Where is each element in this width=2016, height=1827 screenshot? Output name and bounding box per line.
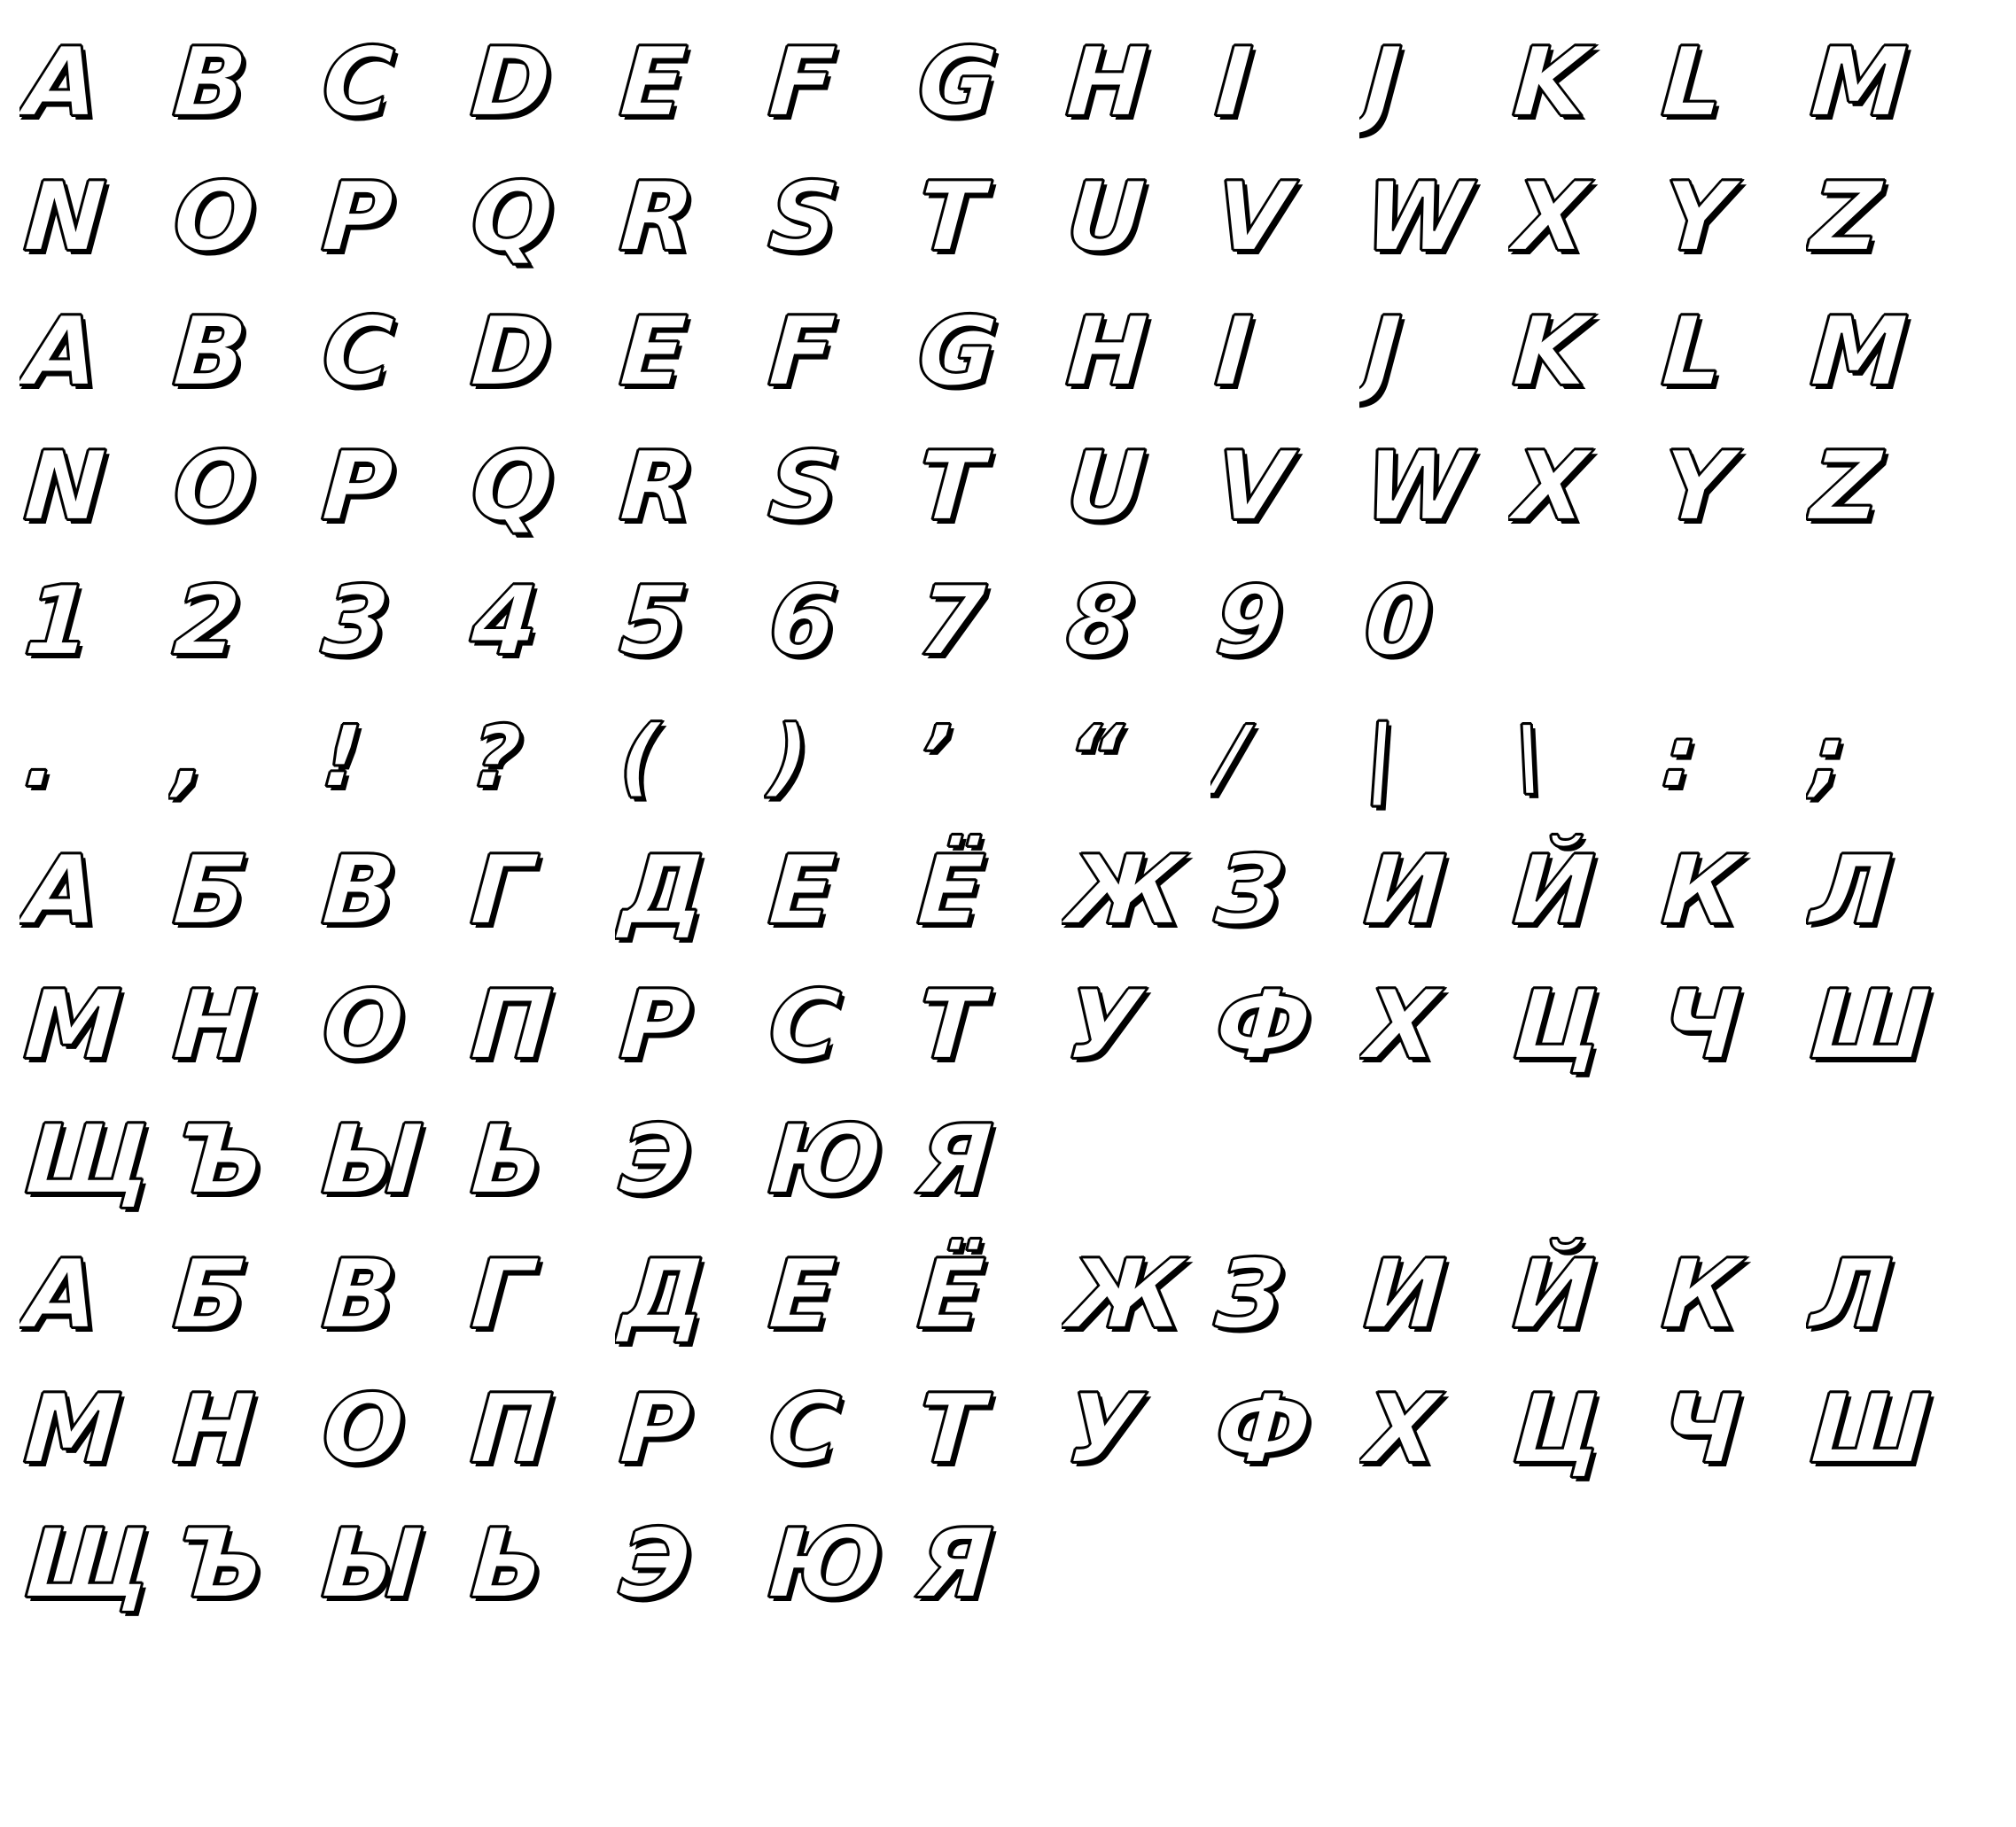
glyph-cell: [1359, 665, 1508, 824]
glyph-row-uppercase-latin-1: [19, 16, 1997, 151]
glyph: И: [1360, 836, 1449, 946]
glyph: Q: [467, 431, 557, 542]
glyph: Е: [765, 1240, 839, 1350]
glyph: R: [616, 431, 698, 542]
glyph-cell: [1062, 665, 1210, 824]
glyph-cell: [615, 151, 764, 285]
glyph: Г: [467, 1240, 537, 1350]
glyph-cell: [1806, 959, 1955, 1093]
glyph-cell: [1062, 959, 1210, 1093]
glyph: D: [467, 297, 556, 408]
glyph-cell: [317, 959, 466, 1093]
glyph-cell: [466, 285, 615, 420]
glyph: “: [1063, 707, 1125, 806]
glyph: M: [1807, 27, 1911, 138]
glyph: 5: [616, 566, 691, 677]
glyph-cell: [168, 151, 317, 285]
glyph: Ф: [1211, 1374, 1315, 1485]
glyph-cell: [19, 420, 168, 555]
glyph-cell: [1359, 1363, 1508, 1497]
glyph-cell: [764, 16, 913, 151]
glyph: D: [467, 27, 556, 138]
glyph-cell: [1806, 1228, 1955, 1363]
glyph-cell: [1657, 1363, 1806, 1497]
glyph: В: [318, 1240, 400, 1350]
glyph: Т: [914, 1374, 988, 1485]
glyph: Ш: [1807, 1374, 1934, 1485]
glyph: Э: [616, 1509, 695, 1620]
glyph: О: [318, 1374, 409, 1485]
glyph-cell: [1359, 285, 1508, 420]
glyph: G: [914, 27, 1001, 138]
glyph-cell: [168, 1093, 317, 1228]
glyph: К: [1658, 1240, 1745, 1350]
glyph: J: [1360, 27, 1405, 138]
glyph: Н: [169, 1374, 258, 1485]
glyph-cell: [1359, 16, 1508, 151]
glyph: Г: [467, 836, 537, 946]
glyph-cell: [19, 959, 168, 1093]
glyph: Д: [616, 836, 710, 946]
glyph-cell: [615, 1497, 764, 1632]
glyph: П: [467, 970, 556, 1081]
glyph: С: [765, 970, 844, 1081]
glyph: Ц: [1509, 1374, 1607, 1485]
glyph-cell: [764, 1093, 913, 1228]
glyph-cell: [1359, 151, 1508, 285]
glyph-row-smallcaps-cyrillic-3: [19, 1497, 1997, 1632]
glyph: Ъ: [169, 1105, 268, 1216]
glyph: /: [1212, 707, 1250, 806]
glyph-cell-empty: [1806, 1093, 1955, 1228]
glyph: Ь: [467, 1509, 549, 1620]
glyph: C: [318, 297, 397, 408]
glyph-cell: [19, 824, 168, 959]
glyph: Ё: [914, 836, 988, 946]
glyph: Л: [1807, 1240, 1895, 1350]
glyph-cell: [1359, 1228, 1508, 1363]
glyph-cell: [1210, 1228, 1359, 1363]
glyph-cell: [1210, 665, 1359, 824]
glyph-cell: [1062, 16, 1210, 151]
glyph-cell: [1657, 959, 1806, 1093]
glyph-cell: [466, 151, 615, 285]
glyph-cell: [1359, 420, 1508, 555]
glyph-cell: [615, 824, 764, 959]
glyph: Н: [169, 970, 258, 1081]
glyph: !: [319, 707, 365, 806]
glyph: K: [1509, 297, 1592, 408]
glyph: Р: [616, 1374, 695, 1485]
glyph: Э: [616, 1105, 695, 1216]
glyph: S: [765, 162, 843, 273]
glyph: B: [169, 27, 251, 138]
glyph: T: [914, 431, 988, 542]
glyph: 0: [1360, 566, 1436, 677]
glyph-row-smallcaps-cyrillic-2: [19, 1363, 1997, 1497]
glyph: N: [20, 431, 109, 542]
glyph: Ы: [318, 1105, 426, 1216]
glyph: G: [914, 297, 1001, 408]
glyph-cell-empty: [1359, 1093, 1508, 1228]
glyph-cell: [466, 959, 615, 1093]
glyph: 3: [318, 566, 393, 677]
glyph: 2: [169, 566, 245, 677]
glyph-cell: [1062, 1228, 1210, 1363]
glyph: V: [1211, 162, 1294, 273]
glyph: I: [1211, 297, 1256, 408]
glyph-row-uppercase-cyrillic-3: [19, 1093, 1997, 1228]
glyph-cell-empty: [1657, 1093, 1806, 1228]
glyph-cell: [764, 1497, 913, 1632]
glyph: J: [1360, 297, 1405, 408]
glyph: ,: [170, 707, 210, 806]
glyph: ?: [468, 707, 525, 806]
glyph: М: [20, 1374, 124, 1485]
glyph-cell: [1806, 1363, 1955, 1497]
glyph-cell: [1806, 285, 1955, 420]
glyph-row-uppercase-latin-2: [19, 151, 1997, 285]
glyph-cell: [168, 665, 317, 824]
glyph: Ё: [914, 1240, 988, 1350]
glyph-cell: [19, 665, 168, 824]
glyph: С: [765, 1374, 844, 1485]
glyph: O: [169, 162, 260, 273]
glyph: Я: [914, 1105, 996, 1216]
glyph: 8: [1062, 566, 1138, 677]
glyph: Ц: [1509, 970, 1607, 1081]
glyph-cell: [168, 285, 317, 420]
glyph-cell-empty: [1062, 1497, 1210, 1632]
glyph-cell: [764, 665, 913, 824]
glyph: P: [318, 431, 397, 542]
glyph-cell: [317, 665, 466, 824]
glyph: 7: [914, 566, 989, 677]
glyph-cell: [1508, 285, 1657, 420]
glyph: Р: [616, 970, 695, 1081]
glyph-cell: [317, 1228, 466, 1363]
glyph: C: [318, 27, 397, 138]
glyph-cell: [317, 1497, 466, 1632]
glyph: Х: [1360, 1374, 1443, 1485]
glyph-cell: [1657, 1228, 1806, 1363]
glyph-cell: [1806, 665, 1955, 824]
glyph: :: [1659, 707, 1701, 806]
glyph-cell: [764, 1228, 913, 1363]
glyph-cell: [1508, 824, 1657, 959]
glyph-cell: [1210, 824, 1359, 959]
glyph-cell: [764, 285, 913, 420]
glyph-cell: [1657, 420, 1806, 555]
glyph-cell: [1210, 16, 1359, 151]
glyph-cell-empty: [1508, 1497, 1657, 1632]
glyph-cell: [168, 1228, 317, 1363]
glyph-cell: [317, 285, 466, 420]
glyph: З: [1211, 836, 1288, 946]
glyph: U: [1062, 162, 1149, 273]
glyph-cell: [466, 420, 615, 555]
glyph: B: [169, 297, 251, 408]
glyph-cell: [1508, 959, 1657, 1093]
glyph-cell: [764, 420, 913, 555]
glyph-cell: [615, 16, 764, 151]
glyph: Y: [1658, 431, 1736, 542]
glyph: Q: [467, 162, 557, 273]
glyph-cell: [317, 1363, 466, 1497]
glyph-cell: [1210, 420, 1359, 555]
glyph: Х: [1360, 970, 1443, 1081]
glyph: A: [20, 297, 103, 408]
glyph: Й: [1509, 1240, 1598, 1350]
glyph-cell: [1359, 824, 1508, 959]
glyph: ): [766, 707, 812, 806]
glyph: L: [1658, 27, 1728, 138]
glyph-cell: [913, 1363, 1062, 1497]
glyph: Б: [169, 1240, 251, 1350]
glyph-cell-empty: [1210, 1497, 1359, 1632]
glyph-row-uppercase-cyrillic-1: [19, 824, 1997, 959]
glyph: Б: [169, 836, 251, 946]
glyph: З: [1211, 1240, 1288, 1350]
glyph: S: [765, 431, 843, 542]
glyph-cell: [615, 1228, 764, 1363]
glyph: P: [318, 162, 397, 273]
glyph-cell: [317, 16, 466, 151]
glyph-cell: [1508, 1228, 1657, 1363]
glyph: А: [20, 836, 103, 946]
glyph-cell: [1210, 151, 1359, 285]
glyph: К: [1658, 836, 1745, 946]
glyph: Ч: [1658, 970, 1744, 1081]
glyph: Й: [1509, 836, 1598, 946]
glyph: N: [20, 162, 109, 273]
glyph-cell-empty: [1657, 1497, 1806, 1632]
glyph: Ъ: [169, 1509, 268, 1620]
glyph-cell: [764, 151, 913, 285]
glyph: П: [467, 1374, 556, 1485]
glyph-cell: [1508, 665, 1657, 824]
glyph-cell: [913, 420, 1062, 555]
glyph: Л: [1807, 836, 1895, 946]
glyph-cell: [1508, 16, 1657, 151]
glyph: ;: [1808, 707, 1849, 806]
glyph: Ч: [1658, 1374, 1744, 1485]
glyph-cell: [1657, 16, 1806, 151]
glyph: Ь: [467, 1105, 549, 1216]
glyph-cell: [913, 285, 1062, 420]
glyph: 6: [765, 566, 840, 677]
glyph: X: [1509, 431, 1592, 542]
glyph-cell: [466, 16, 615, 151]
glyph: M: [1807, 297, 1911, 408]
glyph: R: [616, 162, 698, 273]
glyph: F: [765, 297, 839, 408]
glyph-cell: [317, 420, 466, 555]
glyph-cell: [19, 1363, 168, 1497]
glyph-row-smallcaps-latin-2: [19, 420, 1997, 555]
glyph-cell: [168, 1497, 317, 1632]
glyph-cell: [764, 1363, 913, 1497]
glyph-cell: [19, 151, 168, 285]
glyph-cell: [913, 1093, 1062, 1228]
glyph-cell: [615, 420, 764, 555]
glyph-cell: [1657, 151, 1806, 285]
glyph-cell: [1657, 665, 1806, 824]
glyph: O: [169, 431, 260, 542]
glyph-cell: [19, 1497, 168, 1632]
glyph-cell: [317, 1093, 466, 1228]
glyph-cell: [1210, 285, 1359, 420]
glyph-cell: [764, 824, 913, 959]
glyph: V: [1211, 431, 1294, 542]
glyph-cell: [466, 1497, 615, 1632]
glyph-cell: [1210, 1363, 1359, 1497]
glyph-cell: [913, 1497, 1062, 1632]
glyph-cell: [913, 959, 1062, 1093]
glyph-cell: [19, 285, 168, 420]
glyph: E: [616, 27, 690, 138]
glyph-cell: [1508, 420, 1657, 555]
glyph-row-uppercase-cyrillic-2: [19, 959, 1997, 1093]
glyph-cell-empty: [1210, 1093, 1359, 1228]
glyph: У: [1062, 1374, 1145, 1485]
glyph: О: [318, 970, 409, 1081]
glyph-cell: [615, 285, 764, 420]
glyph: .: [21, 707, 61, 806]
glyph-cell: [615, 959, 764, 1093]
glyph-cell: [1508, 151, 1657, 285]
glyph-cell: [1062, 824, 1210, 959]
glyph: L: [1658, 297, 1728, 408]
glyph-row-smallcaps-cyrillic-1: [19, 1228, 1997, 1363]
glyph: 4: [467, 566, 542, 677]
glyph-cell: [1806, 16, 1955, 151]
glyph: И: [1360, 1240, 1449, 1350]
glyph-cell: [317, 151, 466, 285]
glyph: Я: [914, 1509, 996, 1620]
glyph-cell: [1062, 285, 1210, 420]
glyph: В: [318, 836, 400, 946]
glyph-cell: [168, 16, 317, 151]
glyph: ’: [915, 707, 954, 806]
glyph-cell: [466, 1228, 615, 1363]
glyph: М: [20, 970, 124, 1081]
glyph: T: [914, 162, 988, 273]
glyph: У: [1062, 970, 1145, 1081]
glyph-cell: [168, 420, 317, 555]
glyph: Z: [1807, 162, 1885, 273]
glyph-cell: [1062, 1363, 1210, 1497]
glyph: (: [617, 707, 663, 806]
glyph: I: [1211, 27, 1256, 138]
glyph-cell-empty: [1062, 1093, 1210, 1228]
glyph: Щ: [20, 1105, 156, 1216]
glyph-row-punctuation: [19, 689, 1997, 824]
glyph-cell: [615, 665, 764, 824]
glyph-cell: [913, 1228, 1062, 1363]
glyph-cell: [615, 1363, 764, 1497]
glyph-cell: [466, 824, 615, 959]
glyph: Ы: [318, 1509, 426, 1620]
glyph-cell: [1359, 959, 1508, 1093]
glyph: Щ: [20, 1509, 156, 1620]
glyph: А: [20, 1240, 103, 1350]
glyph-cell: [764, 959, 913, 1093]
glyph: Д: [616, 1240, 710, 1350]
glyph-cell: [168, 824, 317, 959]
glyph: Z: [1807, 431, 1885, 542]
glyph-cell: [168, 959, 317, 1093]
glyph-cell: [466, 1363, 615, 1497]
glyph: Ш: [1807, 970, 1934, 1081]
glyph-cell: [1062, 151, 1210, 285]
glyph: Ф: [1211, 970, 1315, 1081]
glyph-cell: [913, 16, 1062, 151]
glyph: W: [1360, 431, 1475, 542]
glyph-cell: [1657, 824, 1806, 959]
glyph-cell: [466, 1093, 615, 1228]
glyph-cell: [466, 665, 615, 824]
glyph: U: [1062, 431, 1149, 542]
glyph: Е: [765, 836, 839, 946]
glyph-cell: [1210, 959, 1359, 1093]
glyph-row-smallcaps-latin-1: [19, 285, 1997, 420]
glyph: 1: [20, 566, 96, 677]
glyph-cell: [1508, 1363, 1657, 1497]
glyph-cell-empty: [1806, 1497, 1955, 1632]
glyph-cell: [168, 1363, 317, 1497]
glyph-cell: [1806, 420, 1955, 555]
glyph-cell: [317, 824, 466, 959]
glyph: A: [20, 27, 103, 138]
glyph: \: [1510, 707, 1548, 806]
glyph: Ж: [1062, 1240, 1188, 1350]
glyph: 9: [1211, 566, 1287, 677]
glyph-cell-empty: [1508, 1093, 1657, 1228]
glyph-cell: [19, 1228, 168, 1363]
glyph: E: [616, 297, 690, 408]
glyph: Ж: [1062, 836, 1188, 946]
glyph-cell: [913, 665, 1062, 824]
glyph: K: [1509, 27, 1592, 138]
glyph-cell: [1806, 824, 1955, 959]
glyph-cell: [1062, 420, 1210, 555]
glyph: Ю: [765, 1509, 886, 1620]
glyph-cell: [1806, 151, 1955, 285]
glyph-cell: [19, 1093, 168, 1228]
glyph-cell: [615, 1093, 764, 1228]
glyph: Т: [914, 970, 988, 1081]
glyph: H: [1062, 297, 1151, 408]
glyph-cell: [913, 151, 1062, 285]
glyph: W: [1360, 162, 1475, 273]
glyph: Y: [1658, 162, 1736, 273]
glyph: |: [1361, 707, 1399, 806]
glyph-cell: [19, 16, 168, 151]
glyph: F: [765, 27, 839, 138]
glyph-cell: [1657, 285, 1806, 420]
glyph: H: [1062, 27, 1151, 138]
glyph: Ю: [765, 1105, 886, 1216]
glyph-cell: [913, 824, 1062, 959]
glyph-cell-empty: [1359, 1497, 1508, 1632]
glyph: X: [1509, 162, 1592, 273]
